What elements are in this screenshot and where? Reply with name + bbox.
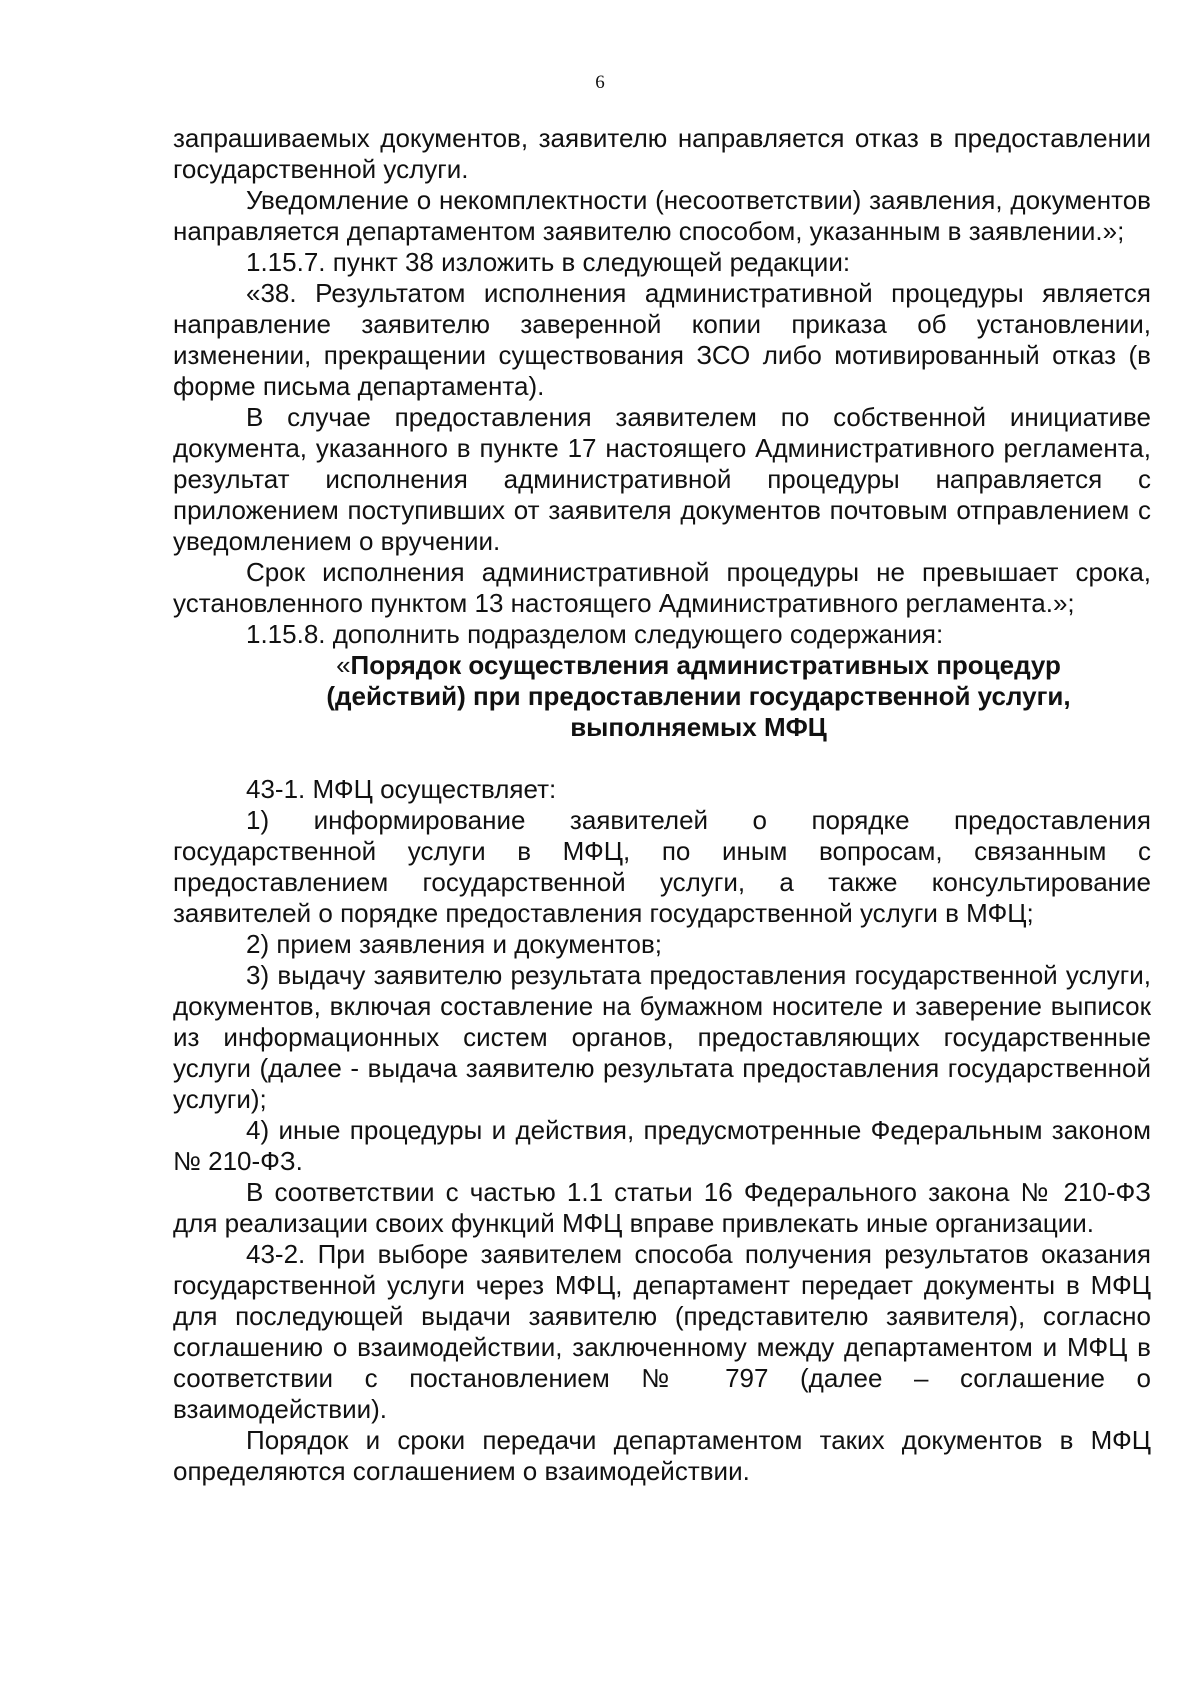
paragraph-continuation: запрашиваемых документов, заявителю направляется отказ в предоставлении государственной услуги. <box>173 123 1151 184</box>
blank-line <box>173 743 1151 774</box>
paragraph-list-item-4: 4) иные процедуры и действия, предусмотренные Федеральным законом № 210-ФЗ. <box>173 1115 1151 1176</box>
paragraph-item-1-15-7: 1.15.7. пункт 38 изложить в следующей редакции: <box>246 247 851 277</box>
heading-open-quote: « <box>336 650 351 680</box>
paragraph-federal-law: В соответствии с частью 1.1 статьи 16 Федерального закона № 210-ФЗ для реализации своих функций МФЦ вправе привлекать иные организации. <box>173 1177 1151 1238</box>
section-heading <box>173 650 1151 743</box>
paragraph-43-2: 43-2. При выборе заявителем способа получения результатов оказания государственной услуги через МФЦ, департамент передает документы в МФЦ для последующей выдачи заявителю (представителю заявителя), согласно соглашению о взаимодействии, заключенному между департаментом и МФЦ в соответствии с постановлением № 797 (далее – соглашение о взаимодействии). <box>173 1239 1151 1424</box>
paragraph-transfer-order: Порядок и сроки передачи департаментом таких документов в МФЦ определяются соглашением о взаимодействии. <box>173 1425 1151 1486</box>
paragraph-list-item-1: 1) информирование заявителей о порядке предоставления государственной услуги в МФЦ, по иным вопросам, связанным с предоставлением государственной услуги, а также консультирование заявителей о порядке предоставления государственной услуги в МФЦ; <box>173 805 1151 928</box>
section-heading-line-3: выполняемых МФЦ <box>570 712 827 742</box>
heading-line-1-text: Порядок осуществления административных процедур <box>350 650 1061 680</box>
paragraph-deadline: Срок исполнения административной процедуры не превышает срока, установленного пунктом 13 настоящего Административного регламента.»; <box>173 557 1151 618</box>
paragraph-43-1: 43-1. МФЦ осуществляет: <box>246 774 557 804</box>
paragraph-point-38: «38. Результатом исполнения административной процедуры является направление заявителю заверенной копии приказа об установлении, изменении, прекращении существования ЗСО либо мотивированный отказ (в форме письма департамента). <box>173 278 1151 401</box>
page-number: 6 <box>595 72 605 93</box>
paragraph-list-item-2: 2) прием заявления и документов; <box>246 929 663 959</box>
paragraph-list-item-3: 3) выдачу заявителю результата предоставления государственной услуги, документов, включая составление на бумажном носителе и заверение выписок из информационных систем органов, предоставляющих государственные услуги (далее - выдача заявителю результата предоставления государственной услуги); <box>173 960 1151 1114</box>
document-body <box>173 123 1151 1487</box>
paragraph-item-1-15-8: 1.15.8. дополнить подразделом следующего содержания: <box>246 619 944 649</box>
section-heading-line-1 <box>246 650 1151 681</box>
paragraph-own-initiative: В случае предоставления заявителем по собственной инициативе документа, указанного в пункте 17 настоящего Административного регламента, результат исполнения административной процедуры направляется с приложением поступивших от заявителя документов почтовым отправлением с уведомлением о вручении. <box>173 402 1151 556</box>
section-heading-line-2: (действий) при предоставлении государственной услуги, <box>326 681 1071 711</box>
paragraph-notice: Уведомление о некомплектности (несоответствии) заявления, документов направляется департаментом заявителю способом, указанным в заявлении.»; <box>173 185 1151 246</box>
